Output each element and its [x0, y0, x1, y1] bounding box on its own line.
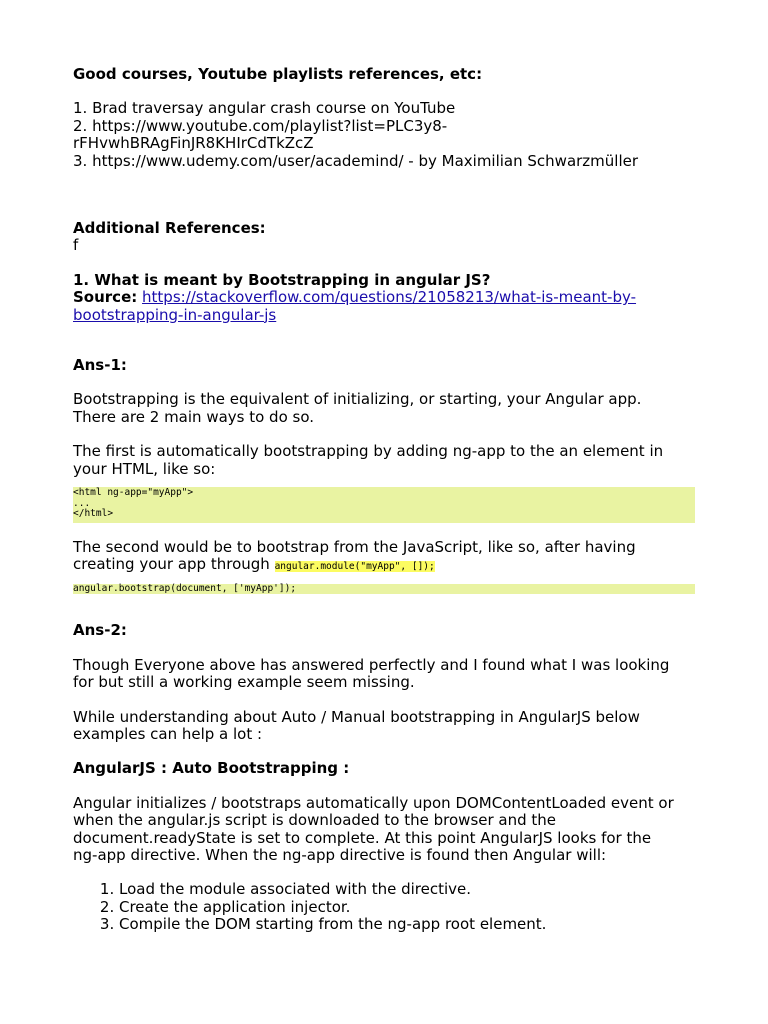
ans1-para3-line1: The second would be to bootstrap from the JavaScript, like so, after having: [73, 537, 636, 556]
ans2-para3-line3: document.readyState is set to complete. At this point AngularJS looks for the: [73, 828, 652, 847]
code-line: </html>: [73, 508, 114, 520]
ans2-heading: Ans-2:: [73, 621, 127, 640]
code-line: ...: [73, 497, 91, 509]
ans2-para2-line2: examples can help a lot :: [73, 724, 263, 743]
ans1-para1-line1: Bootstrapping is the equivalent of initializing, or starting, your Angular app.: [73, 390, 642, 409]
ans2-para3-line2: when the angular.js script is downloaded to the browser and the: [73, 811, 557, 830]
ans2-para3-line4: ng-app directive. When the ng-app directive is found then Angular will:: [73, 845, 607, 864]
ans1-para2-line1: The first is automatically bootstrapping by adding ng-app to the an element in: [73, 442, 664, 461]
source-line: [73, 289, 695, 324]
intro-heading: Good courses, Youtube playlists references, etc:: [73, 65, 483, 83]
additional-heading: Additional References:: [73, 219, 266, 238]
intro-item-3: 3. https://www.udemy.com/user/academind/ - by Maximilian Schwarzmüller: [73, 151, 639, 170]
ans1-para3-line2: creating your app through angular.module("myApp", []);: [73, 555, 435, 574]
ans1-para2-line2: your HTML, like so:: [73, 459, 216, 478]
code-line: <html ng-app="myApp">: [73, 487, 194, 499]
inline-code-angular-module: angular.module("myApp", []);: [274, 561, 435, 573]
ans1-para1-line2: There are 2 main ways to do so.: [73, 407, 315, 426]
intro-item-2: 2. https://www.youtube.com/playlist?list=PLC3y8-: [73, 116, 448, 135]
code-block-bootstrap: angular.bootstrap(document, ['myApp']);: [73, 584, 695, 595]
ans2-para1-line1: Though Everyone above has answered perfectly and I found what I was looking: [73, 655, 670, 674]
bootstrap-steps-list: [73, 881, 695, 933]
ans2-para1-line2: for but still a working example seem missing.: [73, 673, 415, 692]
auto-bootstrapping-heading: AngularJS : Auto Bootstrapping :: [73, 759, 350, 778]
list-item: 3. Compile the DOM starting from the ng-app root element.: [119, 916, 695, 933]
ans2-para3-line1: Angular initializes / bootstraps automatically upon DOMContentLoaded event or: [73, 793, 674, 812]
list-item: 2. Create the application injector.: [119, 899, 695, 916]
additional-text: f: [73, 236, 79, 255]
intro-item-2-cont: rFHvwhBRAgFinJR8KHIrCdTkZcZ: [73, 134, 314, 153]
intro-item-1: 1. Brad traversay angular crash course on YouTube: [73, 99, 456, 118]
document-page: [73, 66, 695, 934]
list-item: 1. Load the module associated with the directive.: [119, 881, 695, 898]
code-block-html: [73, 487, 695, 523]
ans2-para2-line1: While understanding about Auto / Manual bootstrapping in AngularJS below: [73, 707, 640, 726]
source-link[interactable]: https://stackoverflow.com/questions/21058213/what-is-meant-by- bootstrapping-in-angular-js: [73, 288, 637, 324]
question-title: 1. What is meant by Bootstrapping in angular JS?: [73, 270, 491, 289]
ans1-heading: Ans-1:: [73, 356, 127, 375]
source-label: Source:: [73, 288, 138, 307]
